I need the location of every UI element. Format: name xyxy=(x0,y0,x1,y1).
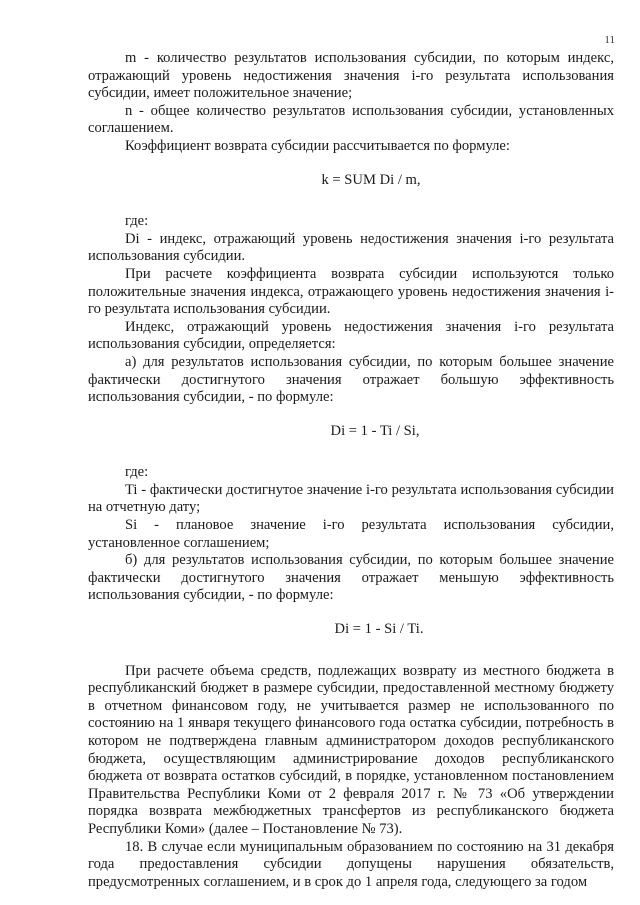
label-where-2: где: xyxy=(125,464,149,481)
paragraph-coefficient-intro: Коэффициент возврата субсидии рассчитывается по формуле: xyxy=(125,137,510,154)
page-number: 11 xyxy=(604,34,615,46)
paragraph-item-18: 18. В случае если муниципальным образованием по состоянию на 31 декабря года предоставления субсидии допущены нарушения обязательств, предусмотренных соглашением, и в срок до 1 апреля года, следующего за годом xyxy=(88,838,614,890)
formula-k: k = SUM Di / m, xyxy=(321,171,421,188)
document-body xyxy=(88,50,614,891)
formula-di-a: Di = 1 - Ti / Si, xyxy=(330,422,420,439)
paragraph-positive-values: При расчете коэффициента возврата субсидии используются только положительные значения индекса, отражающего уровень недостижения значения i-го результата использования субсидии. xyxy=(88,265,614,318)
paragraph-refund-calculation: При расчете объема средств, подлежащих возврату из местного бюджета в республиканский бюджет в размере субсидии, предоставленной местному бюджету в отчетном финансовом году, не учитывается размер не использованного по состоянию на 1 января текущего финансового года остатка субсидии, потребность в котором не подтверждена главным администратором доходов республиканского бюджета, осуществляющим администрирование доходов республиканского бюджета от возврата остатков субсидий, в порядке, установленном постановлением Правительства Республики Коми от 2 февраля 2017 г. № 73 «Об утверждении порядка возврата межбюджетных трансфертов из республиканского бюджета Республики Коми» (далее – Постановление № 73). xyxy=(88,662,614,837)
paragraph-m-definition: m - количество результатов использования субсидии, по которым индекс, отражающий уровень недостижения значения i-го результата использования субсидии, имеет положительное значение; xyxy=(88,50,614,102)
formula-di-b: Di = 1 - Si / Ti. xyxy=(334,621,424,638)
paragraph-di-definition: Di - индекс, отражающий уровень недостижения значения i-го результата использования субсидии. xyxy=(88,230,614,265)
paragraph-case-a: а) для результатов использования субсидии, по которым большее значение фактически достигнутого значения отражает большую эффективность использования субсидии, - по формуле: xyxy=(88,353,614,406)
paragraph-si-definition: Si - плановое значение i-го результата использования субсидии, установленное соглашением; xyxy=(88,517,614,551)
paragraph-ti-definition: Ti - фактически достигнутое значение i-го результата использования субсидии на отчетную дату; xyxy=(88,481,614,516)
paragraph-index-determined: Индекс, отражающий уровень недостижения значения i-го результата использования субсидии, определяется: xyxy=(88,318,614,353)
label-where-1: где: xyxy=(125,213,149,230)
paragraph-case-b: б) для результатов использования субсидии, по которым большее значение фактически достигнутого значения отражает меньшую эффективность использования субсидии, - по формуле: xyxy=(88,552,614,604)
paragraph-n-definition: n - общее количество результатов использования субсидии, установленных соглашением. xyxy=(88,102,614,137)
